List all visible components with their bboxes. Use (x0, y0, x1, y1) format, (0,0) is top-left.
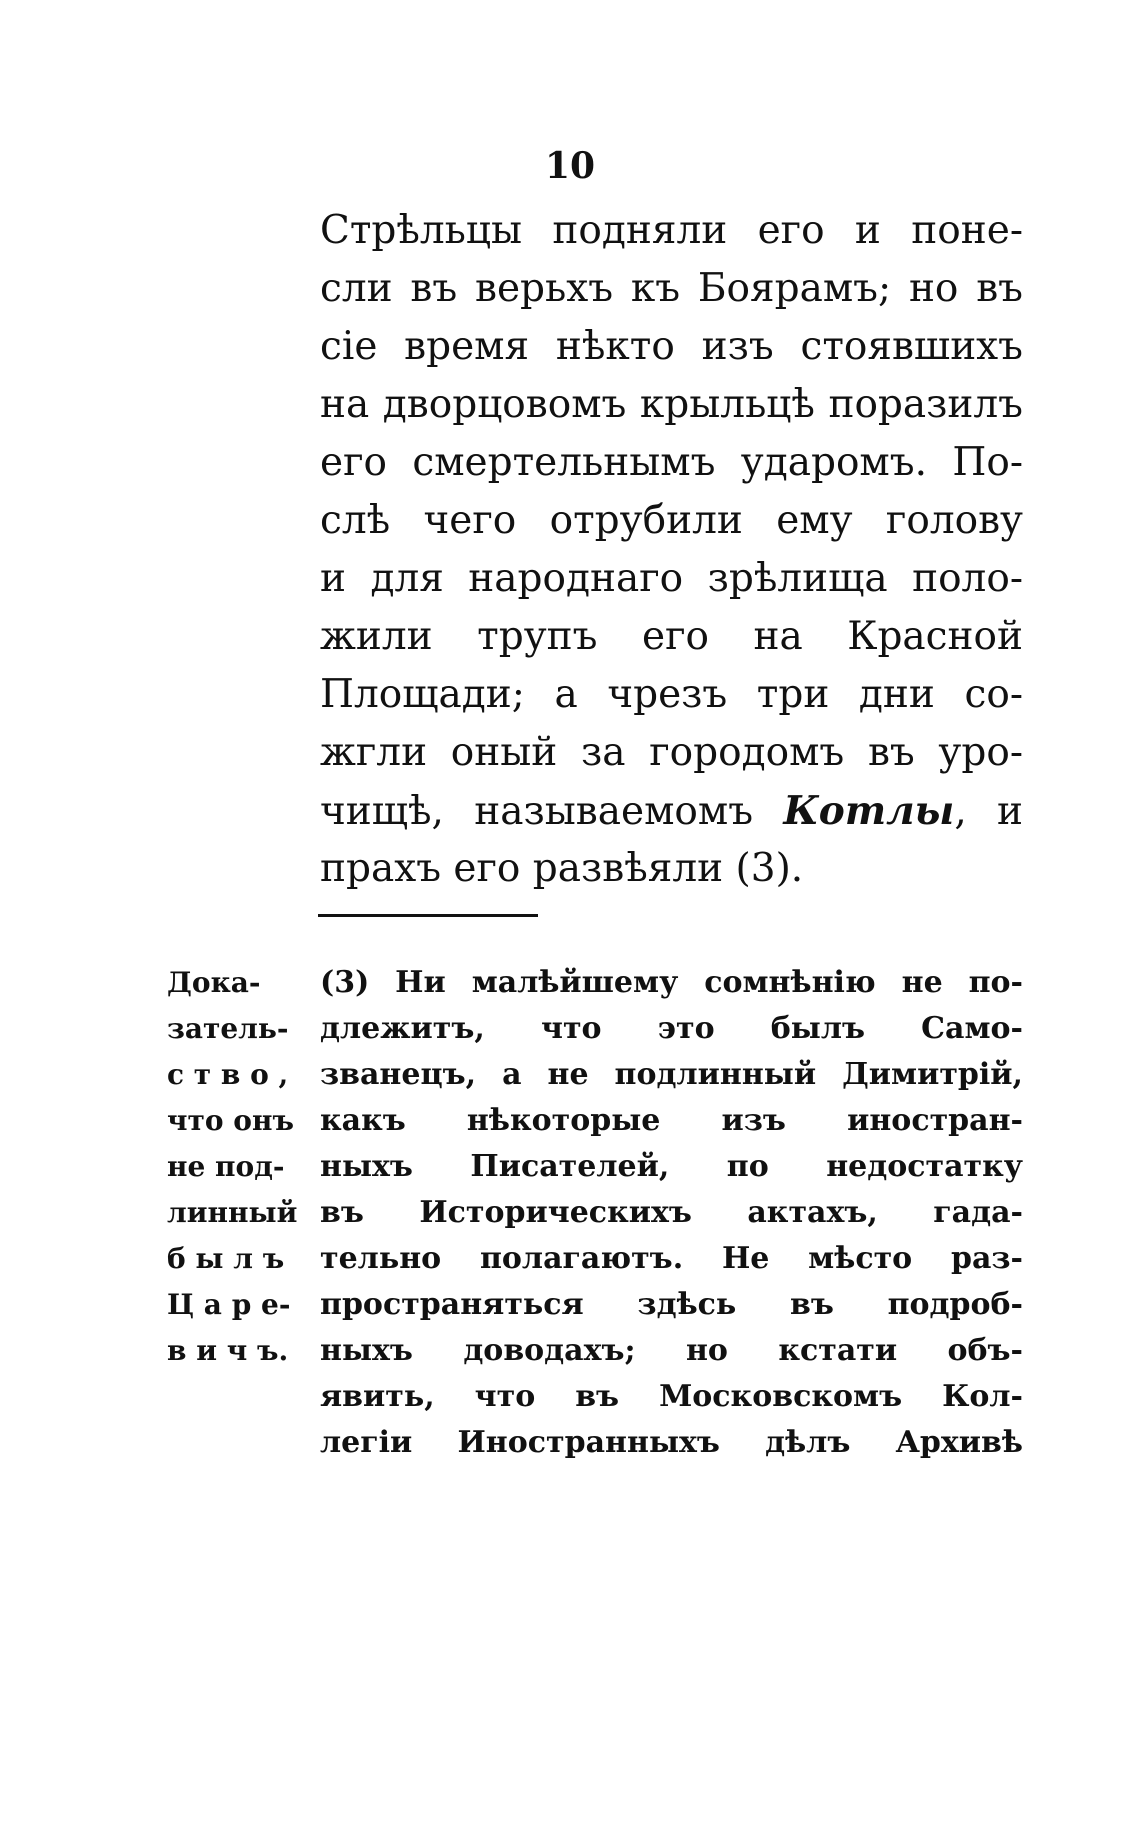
text-segment: чищѣ, называемомъ (320, 789, 754, 834)
footnote-line: въ Историческихъ актахъ, гада- (320, 1195, 1023, 1230)
margin-note-line: не под- (167, 1150, 285, 1183)
page-number: 10 (544, 145, 596, 187)
text-line: сли въ верьхъ къ Боярамъ; но въ (320, 266, 1023, 311)
margin-note-line: с т в о , (167, 1058, 289, 1091)
text-line: слѣ чего отрубили ему голову (320, 498, 1023, 543)
text-line: жгли оный за городомъ въ уро- (320, 730, 1023, 775)
footnote-line: званецъ, а не подлинный Димитрій, (320, 1057, 1023, 1092)
footnote-line: ныхъ доводахъ; но кстати объ- (320, 1333, 1023, 1368)
footnote-line: тельно полагаютъ. Не мѣсто раз- (320, 1241, 1023, 1276)
footnote (320, 960, 1023, 1466)
margin-note-line: Дока- (167, 966, 261, 999)
text-line (320, 782, 1023, 840)
footnote-line: ныхъ Писателей, по недостатку (320, 1149, 1023, 1184)
footnote-line: легіи Иностранныхъ дѣлъ Архивѣ (320, 1425, 1023, 1460)
margin-note-line: затель- (167, 1012, 289, 1045)
margin-note-line: б ы л ъ (167, 1242, 285, 1275)
text-line: сіе время нѣкто изъ стоявшихъ (320, 324, 1023, 369)
footnote-line: (3) Ни малѣйшему сомнѣнію не по- (320, 965, 1023, 1000)
text-line: Площади; а чрезъ три дни со- (320, 672, 1023, 717)
text-line: на дворцовомъ крыльцѣ поразилъ (320, 382, 1023, 427)
footnote-line: длежитъ, что это былъ Само- (320, 1011, 1023, 1046)
margin-note-line: что онъ (167, 1104, 294, 1137)
text-line: Стрѣльцы подняли его и поне- (320, 208, 1023, 253)
margin-note-line: Ц а р е- (167, 1288, 291, 1321)
text-line: прахъ его развѣяли (3). (320, 846, 804, 891)
text-line: его смертельнымъ ударомъ. По- (320, 440, 1023, 485)
margin-note-line: линный (167, 1196, 298, 1229)
italic-place-name: Котлы (783, 788, 955, 834)
text-line: и для народнаго зрѣлища поло- (320, 556, 1023, 601)
footnote-separator-rule (318, 914, 538, 917)
footnote-line: явить, что въ Московскомъ Кол- (320, 1379, 1023, 1414)
text-segment: , и (954, 789, 1023, 834)
margin-note-line: в и ч ъ. (167, 1334, 289, 1367)
margin-note (167, 960, 315, 1374)
footnote-line: пространяться здѣсь въ подроб- (320, 1287, 1023, 1322)
text-line: жили трупъ его на Красной (320, 614, 1023, 659)
footnote-line: какъ нѣкоторые изъ иностран- (320, 1103, 1023, 1138)
main-text (320, 202, 1023, 898)
